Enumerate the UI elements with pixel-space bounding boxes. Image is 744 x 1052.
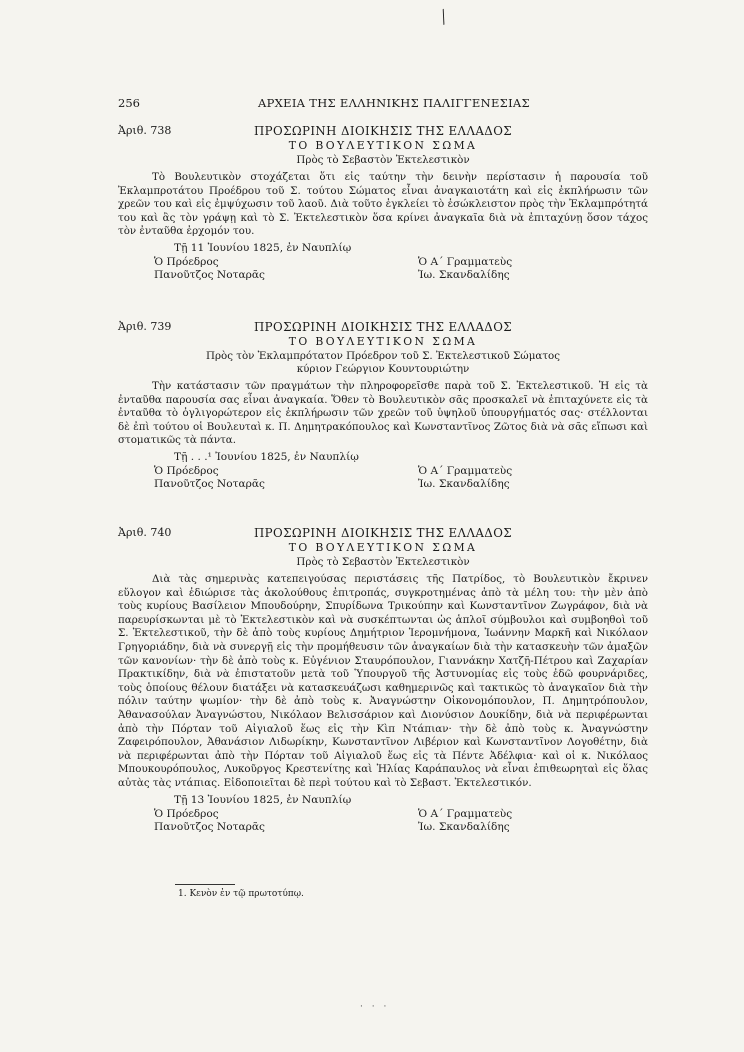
- signature-president: [154, 465, 265, 491]
- signature-secretary: [418, 256, 512, 282]
- addressee-line-1: Πρὸς τὸν Ἐκλαμπρότατον Πρόεδρον τοῦ Σ. Ἐκτελεστικοῦ Σώματος: [205, 350, 561, 362]
- running-title: ΑΡΧΕΙΑ ΤΗΣ ΕΛΛΗΝΙΚΗΣ ΠΑΛΙΓΓΕΝΕΣΙΑΣ: [258, 96, 530, 110]
- signature-name: Πανοῦτζος Νοταρᾶς: [154, 820, 265, 833]
- document-738: [118, 124, 648, 286]
- document-title: ΠΡΟΣΩΡΙΝΗ ΔΙΟΙΚΗΣΙΣ ΤΗΣ ΕΛΛΑΔΟΣ: [253, 124, 513, 138]
- signature-president: [154, 256, 265, 282]
- signature-name: Ἰω. Σκανδαλίδης: [418, 820, 510, 833]
- document-addressee: Πρὸς τὸ Σεβαστὸν Ἐκτελεστικὸν: [296, 154, 470, 166]
- document-number: Ἀριθ. 738: [118, 124, 172, 137]
- signature-role: Ὁ Πρόεδρος: [154, 255, 219, 268]
- document-subtitle: ΤΟ ΒΟΥΛΕΥΤΙΚΟΝ ΣΩΜΑ: [288, 335, 478, 348]
- document-subtitle: ΤΟ ΒΟΥΛΕΥΤΙΚΟΝ ΣΩΜΑ: [288, 541, 478, 554]
- document-body: Τὸ Βουλευτικὸν στοχάζεται ὅτι εἰς ταύτην τὴν δεινὴν περίστασιν ἡ παρουσία τοῦ Ἐκλαμπροτάτου Προέδρου τοῦ Σ. τούτου Σώματος εἶναι ἀναγκαιοτάτη καὶ εἰς ἐκπλήρωσιν τῶν χρεῶν του καὶ εἰς ἐμψύχωσιν τοῦ λαοῦ. Διὰ τοῦτο ἐγκλείει τὸ ἐσώκλειστον πρὸς τὴν Ἐκλαμπρότητά του καὶ ἂς τὸν γράψῃ καὶ τὸ Σ. Ἐκτελεστικὸν ὅσα κρίνει ἀναγκαῖα διὰ νὰ ἐπιταχύνῃ ὅσον τάχος τὸν ἐνταῦθα ἐρχομόν του.: [118, 171, 648, 238]
- page-number: 256: [118, 96, 140, 110]
- signature-name: Ἰω. Σκανδαλίδης: [418, 268, 510, 281]
- footnote: 1. Κενὸν ἐν τῷ πρωτοτύπῳ.: [178, 889, 304, 899]
- document-date: Τῇ 13 Ἰουνίου 1825, ἐν Ναυπλίῳ: [174, 793, 352, 806]
- footnote-rule: [175, 884, 235, 885]
- document-body: Διὰ τὰς σημερινὰς κατεπειγούσας περιστάσεις τῆς Πατρίδος, τὸ Βουλευτικὸν ἔκρινεν εὔλογον καὶ ἐδιώρισε τὰς ἀκολούθους ἐπιτροπάς, συγκροτημένας ἀπὸ τὰ μέλη του: τὴν μὲν ἀπὸ τοὺς κυρίους Βασίλειον Μπουδούρην, Σπυρίδωνα Τρικούπην καὶ Κωνσταντῖνον Ζωγράφον, διὰ νὰ παρευρίσκωνται μὲ τὸ Ἐκτελεστικὸν καὶ νὰ συσκέπτωνται ὡς ἁπλοῖ σύμβουλοι καὶ συμβοηθοὶ τοῦ Σ. Ἐκτελεστικοῦ, τὴν δὲ ἀπὸ τοὺς κυρίους Δημήτριον Ἱερομνήμονα, Ἰωάννην Μαρκῆ καὶ Νικόλαον Γρηγοριάδην, διὰ νὰ συνεργῇ εἰς τὴν προμήθευσιν τῶν ἀναγκαίων διὰ τὴν κατασκευὴν τῶν ἀμαξῶν τῶν κανονίων· τὴν δὲ ἀπὸ τοὺς κ. Εὐγένιον Σταυρόπουλον, Γιαννάκην Χατζῆ-Πέτρου καὶ Ζαχαρίαν Πρακτικίδην, διὰ νὰ ἐπιστατοῦν μετὰ τοῦ Ὑπουργοῦ τῆς Ἀστυνομίας εἰς τοὺς ἐδῶ φουρνάριδες, τοὺς ὁποίους θέλουν διατάξει νὰ κατασκευάζωσι καθημερινῶς καὶ τακτικῶς τὸ ἀναγκαῖον διὰ τὴν πόλιν ταύτην ψωμίον· τὴν δὲ ἀπὸ τοὺς κ. Ἀναγνώστην Οἰκονομόπουλον, Π. Δημητρόπουλον, Ἀθανασούλαν Ἀναγνώστου, Νικόλαον Βελισσάριον καὶ Διονύσιον Δουκίδην, διὰ νὰ περιφέρωνται ἀπὸ τὴν Πόρταν τοῦ Αἰγιαλοῦ ἕως εἰς τὴν Κὶπ Ντάπιαν· τὴν δὲ ἀπὸ τοὺς κ. Ἀναγνώστην Ζαφειρόπουλον, Ἀθανάσιον Λιδωρίκην, Κωνσταντῖνον Λιβέριον καὶ Κωνσταντῖνον Λογοθέτην, διὰ νὰ περιφέρωνται ἀπὸ τὴν Πόρταν τοῦ Αἰγιαλοῦ ἕως εἰς τὰ Πέντε Ἀδέλφια· καὶ οἱ κ. Νικόλαος Μπουκουρόπουλος, Λυκοῦργος Κρεστενίτης καὶ Ἠλίας Καράπαυλος νὰ εἶναι ἐπιθεωρηταὶ εἰς ὅλας αὐτὰς τὰς ντάπιας. Εἰδοποιεῖται δὲ περὶ τούτου καὶ τὸ Σεβαστ. Ἐκτελεστικόν.: [118, 573, 648, 789]
- stray-mark: ╱: [436, 9, 451, 25]
- signature-role: Ὁ Α΄ Γραμματεὺς: [418, 807, 513, 820]
- signature-secretary: [418, 808, 512, 834]
- signature-role: Ὁ Πρόεδρος: [154, 464, 219, 477]
- document-740: [118, 526, 648, 838]
- signatures: [118, 465, 648, 495]
- signature-name: Ἰω. Σκανδαλίδης: [418, 477, 510, 490]
- bottom-marks: · · ·: [360, 1002, 390, 1012]
- document-date: Τῇ . . .¹ Ἰουνίου 1825, ἐν Ναυπλίῳ: [174, 450, 359, 463]
- document-addressee: Πρὸς τὸ Σεβαστὸν Ἐκτελεστικὸν: [296, 556, 470, 568]
- document-addressee: [118, 350, 648, 376]
- signature-president: [154, 808, 265, 834]
- document-subtitle: ΤΟ ΒΟΥΛΕΥΤΙΚΟΝ ΣΩΜΑ: [288, 139, 478, 152]
- document-body: Τὴν κατάστασιν τῶν πραγμάτων τὴν πληροφορεῖσθε παρὰ τοῦ Σ. Ἐκτελεστικοῦ. Ἡ εἰς τὰ ἐνταῦθα παρουσία σας εἶναι ἀναγκαία. Ὅθεν τὸ Βουλευτικὸν σᾶς προσκαλεῖ νὰ ἐπιταχύνετε εἰς τὰ ἐνταῦθα τὸ ὀγλιγορώτερον εἰς ἐκπλήρωσιν τῶν χρεῶν τοῦ ὑψηλοῦ ὑπουργήματός σας· στέλλονται δὲ ἐπὶ τούτου οἱ Βουλευταὶ κ. Π. Δημητρακόπουλος καὶ Κωνσταντῖνος Ζῶτος διὰ νὰ σᾶς εἴπωσι καὶ στοματικῶς τὰ πάντα.: [118, 380, 648, 447]
- signature-role: Ὁ Πρόεδρος: [154, 807, 219, 820]
- signature-role: Ὁ Α΄ Γραμματεὺς: [418, 255, 513, 268]
- signature-name: Πανοῦτζος Νοταρᾶς: [154, 477, 265, 490]
- document-title: ΠΡΟΣΩΡΙΝΗ ΔΙΟΙΚΗΣΙΣ ΤΗΣ ΕΛΛΑΔΟΣ: [253, 320, 513, 334]
- document-date: Τῇ 11 Ἰουνίου 1825, ἐν Ναυπλίῳ: [174, 241, 352, 254]
- signature-secretary: [418, 465, 512, 491]
- signature-role: Ὁ Α΄ Γραμματεὺς: [418, 464, 513, 477]
- document-number: Ἀριθ. 740: [118, 526, 172, 539]
- signatures: [118, 808, 648, 838]
- addressee-line-2: κύριον Γεώργιον Κουντουριώτην: [296, 363, 470, 375]
- document-title: ΠΡΟΣΩΡΙΝΗ ΔΙΟΙΚΗΣΙΣ ΤΗΣ ΕΛΛΑΔΟΣ: [253, 526, 513, 540]
- signatures: [118, 256, 648, 286]
- document-739: [118, 320, 648, 495]
- document-number: Ἀριθ. 739: [118, 320, 172, 333]
- signature-name: Πανοῦτζος Νοταρᾶς: [154, 268, 265, 281]
